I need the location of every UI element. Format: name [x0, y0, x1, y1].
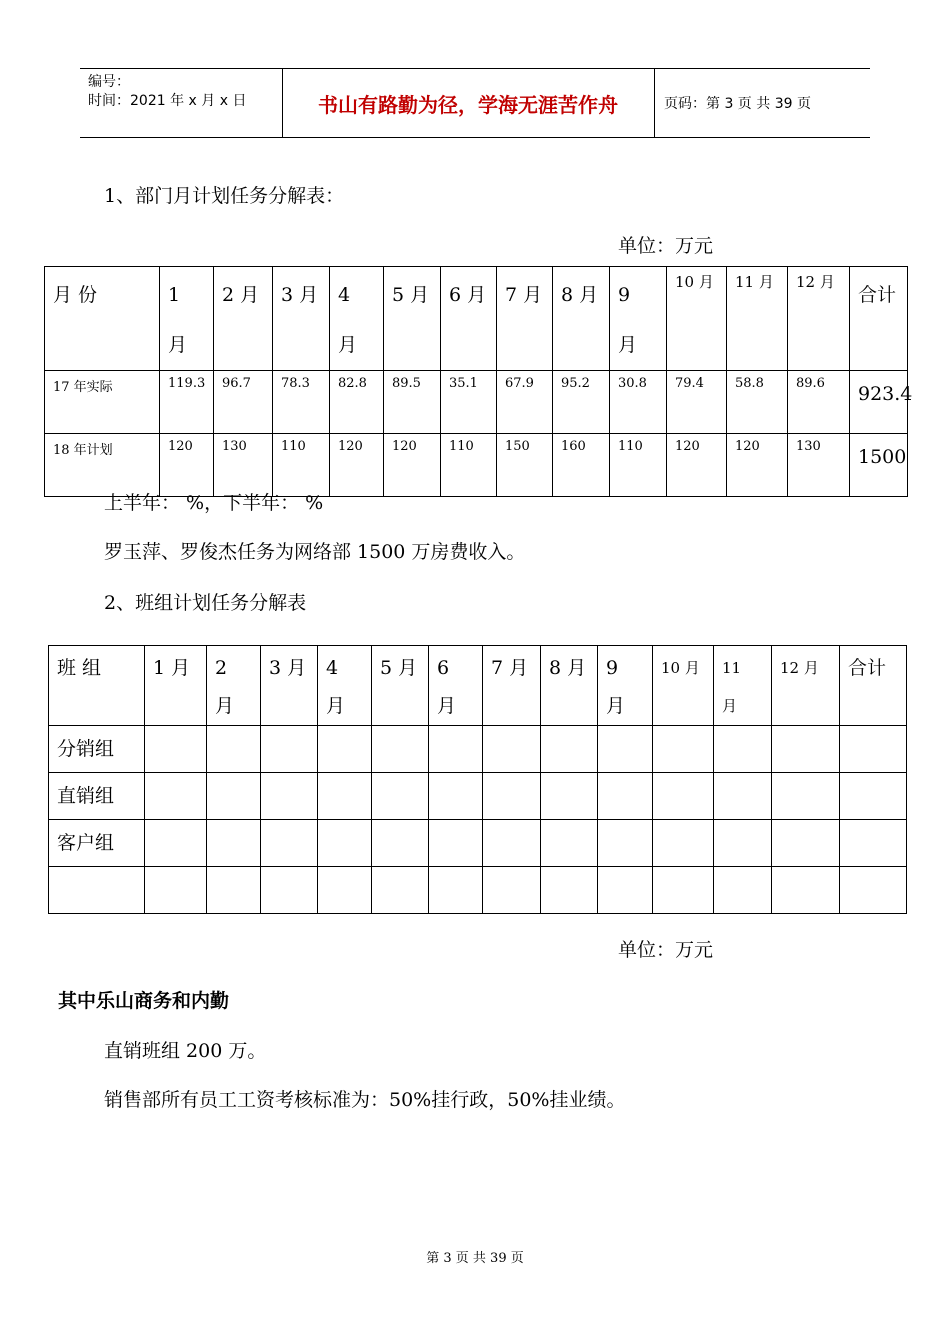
- table2-header-row: [49, 646, 907, 726]
- table2-row-label: 分销组: [49, 726, 145, 773]
- table2-cell: [714, 820, 772, 867]
- table2-header-cell: 8 月: [541, 646, 598, 726]
- table2-cell: [207, 773, 261, 820]
- table2-header-cell: [714, 646, 772, 726]
- table2-cell: [372, 820, 429, 867]
- table1-header-text: 4: [338, 284, 351, 306]
- table2-cell: [318, 820, 372, 867]
- table2-cell: [840, 773, 907, 820]
- table2-cell: [483, 773, 541, 820]
- table2-cell: [207, 726, 261, 773]
- table1-header-cell: 11 月: [727, 267, 788, 371]
- header-divider: [654, 69, 655, 137]
- table2-header-text: 9: [606, 657, 619, 679]
- table2-cell: [840, 867, 907, 914]
- table2-row-label: 客户组: [49, 820, 145, 867]
- monthly-plan-table: [44, 266, 913, 497]
- table2-cell: [653, 867, 714, 914]
- team-plan-table: [48, 645, 907, 914]
- table2-cell: [372, 726, 429, 773]
- table2-header-text: 2: [215, 657, 228, 679]
- header-meta: [88, 73, 246, 111]
- table2-cell: [261, 820, 318, 867]
- table2-cell: [653, 773, 714, 820]
- table2-header-team: 班 组: [49, 646, 145, 726]
- table2-header-cell: 5 月: [372, 646, 429, 726]
- document-header: [80, 68, 870, 138]
- table1-header-cell: 12 月: [788, 267, 850, 371]
- section1-unit: 单位：万元: [618, 235, 714, 257]
- table2-header-cell: 7 月: [483, 646, 541, 726]
- table1-cell: 58.8: [727, 371, 788, 434]
- table2-cell: [207, 867, 261, 914]
- table2-cell: [429, 726, 483, 773]
- table2-cell: [483, 726, 541, 773]
- table2-header-cell: 3 月: [261, 646, 318, 726]
- table2-cell: [598, 867, 653, 914]
- table2-row: [49, 867, 907, 914]
- table1-cell: 78.3: [273, 371, 330, 434]
- table2-cell: [261, 867, 318, 914]
- table2-cell: [772, 867, 840, 914]
- table2-header-cell: [429, 646, 483, 726]
- table2-row: [49, 773, 907, 820]
- table1-cell: 120: [330, 434, 384, 497]
- half-year-note: 上半年： %，下半年： %: [104, 492, 324, 514]
- table1-row-actual: [45, 371, 908, 434]
- table2-cell: [541, 867, 598, 914]
- table2-cell: [483, 867, 541, 914]
- table1-row-label: 18 年计划: [45, 434, 160, 497]
- table1-header-cell: 6 月: [441, 267, 497, 371]
- table2-cell: [714, 867, 772, 914]
- table2-cell: [145, 820, 207, 867]
- table2-cell: [840, 726, 907, 773]
- header-time-label: 时间：2021 年 x 月 x 日: [88, 93, 247, 109]
- table2-header-cell: [207, 646, 261, 726]
- table2-cell: [840, 820, 907, 867]
- table2-header-cell: [318, 646, 372, 726]
- table2-header-text: 月: [215, 695, 235, 717]
- section1-title: 1、部门月计划任务分解表：: [104, 185, 345, 207]
- header-number-label: 编号：: [88, 74, 130, 90]
- table1-header-cell: 8 月: [553, 267, 610, 371]
- table2-header-text: 月: [326, 695, 346, 717]
- page-footer: 第 3 页 共 39 页: [426, 1251, 524, 1266]
- table2-cell: [429, 820, 483, 867]
- table1-header-cell: [610, 267, 667, 371]
- table2-header-cell: [598, 646, 653, 726]
- table1-header-text: 月: [618, 334, 638, 356]
- table2-cell: [541, 726, 598, 773]
- table2-header-text: 月: [722, 697, 738, 715]
- table1-cell: 30.8: [610, 371, 667, 434]
- table2-cell: [772, 726, 840, 773]
- table1-cell: 120: [160, 434, 214, 497]
- table1-header-cell: 5 月: [384, 267, 441, 371]
- table1-cell: 120: [667, 434, 727, 497]
- table1-cell: 160: [553, 434, 610, 497]
- salary-note: 销售部所有员工工资考核标准为：50%挂行政，50%挂业绩。: [104, 1089, 626, 1111]
- table1-header-cell: 2 月: [214, 267, 273, 371]
- table1-cell: 67.9: [497, 371, 553, 434]
- table2-cell: [772, 773, 840, 820]
- table2-cell: [714, 726, 772, 773]
- table2-header-cell: 12 月: [772, 646, 840, 726]
- table2-header-text: 月: [606, 695, 626, 717]
- table1-cell: 89.5: [384, 371, 441, 434]
- task-note: 罗玉萍、罗俊杰任务为网络部 1500 万房费收入。: [104, 541, 526, 563]
- table2-cell: [261, 726, 318, 773]
- table2-header-text: 4: [326, 657, 339, 679]
- table1-total: 923.4: [850, 371, 908, 434]
- header-page-info: 页码：第 3 页 共 39 页: [664, 96, 811, 112]
- table2-row: [49, 820, 907, 867]
- table2-row-label: [49, 867, 145, 914]
- table1-header-text: 月: [338, 334, 358, 356]
- table2-cell: [598, 773, 653, 820]
- table2-cell: [207, 820, 261, 867]
- table1-cell: 95.2: [553, 371, 610, 434]
- table2-cell: [714, 773, 772, 820]
- table1-cell: 110: [610, 434, 667, 497]
- table1-cell: 110: [441, 434, 497, 497]
- table2-cell: [772, 820, 840, 867]
- table1-cell: 150: [497, 434, 553, 497]
- table2-header-cell: 10 月: [653, 646, 714, 726]
- table1-header-cell: [160, 267, 214, 371]
- table2-cell: [318, 867, 372, 914]
- table1-cell: 89.6: [788, 371, 850, 434]
- table1-header-text: 1: [168, 284, 181, 306]
- table1-cell: 96.7: [214, 371, 273, 434]
- table2-row: [49, 726, 907, 773]
- table1-header-row: [45, 267, 908, 371]
- table1-total: 1500: [850, 434, 908, 497]
- table1-header-total: 合计: [850, 267, 908, 371]
- table1-header-cell: 10 月: [667, 267, 727, 371]
- table2-cell: [145, 773, 207, 820]
- section2-title: 2、班组计划任务分解表: [104, 592, 307, 614]
- table1-header-month: 月 份: [45, 267, 160, 371]
- table2-header-total: 合计: [840, 646, 907, 726]
- table1-header-cell: [330, 267, 384, 371]
- table1-header-text: 月: [168, 334, 188, 356]
- table2-cell: [598, 726, 653, 773]
- direct-sales-note: 直销班组 200 万。: [104, 1040, 267, 1062]
- table2-header-cell: 1 月: [145, 646, 207, 726]
- table2-cell: [541, 773, 598, 820]
- table1-cell: 120: [727, 434, 788, 497]
- table2-cell: [145, 726, 207, 773]
- table2-cell: [372, 867, 429, 914]
- table2-header-text: 6: [437, 657, 450, 679]
- table1-cell: 110: [273, 434, 330, 497]
- table1-header-cell: 3 月: [273, 267, 330, 371]
- table2-cell: [145, 867, 207, 914]
- table2-cell: [318, 773, 372, 820]
- table2-cell: [653, 820, 714, 867]
- table2-cell: [598, 820, 653, 867]
- header-motto: 书山有路勤为径，学海无涯苦作舟: [318, 92, 618, 117]
- table2-cell: [541, 820, 598, 867]
- table1-cell: 120: [384, 434, 441, 497]
- table1-cell: 79.4: [667, 371, 727, 434]
- table1-row-label: 17 年实际: [45, 371, 160, 434]
- table1-cell: 119.3: [160, 371, 214, 434]
- section3-heading: 其中乐山商务和内勤: [58, 990, 230, 1012]
- table2-cell: [261, 773, 318, 820]
- table2-cell: [483, 820, 541, 867]
- table1-header-text: 9: [618, 284, 631, 306]
- table2-cell: [372, 773, 429, 820]
- table2-cell: [653, 726, 714, 773]
- table2-header-text: 月: [437, 695, 457, 717]
- table2-cell: [318, 726, 372, 773]
- table1-cell: 82.8: [330, 371, 384, 434]
- table2-header-text: 11: [722, 659, 742, 677]
- table1-header-cell: 7 月: [497, 267, 553, 371]
- table2-cell: [429, 773, 483, 820]
- table1-cell: 130: [788, 434, 850, 497]
- section2-unit: 单位：万元: [618, 939, 714, 961]
- table1-cell: 35.1: [441, 371, 497, 434]
- table1-cell: 130: [214, 434, 273, 497]
- table2-cell: [429, 867, 483, 914]
- table2-row-label: 直销组: [49, 773, 145, 820]
